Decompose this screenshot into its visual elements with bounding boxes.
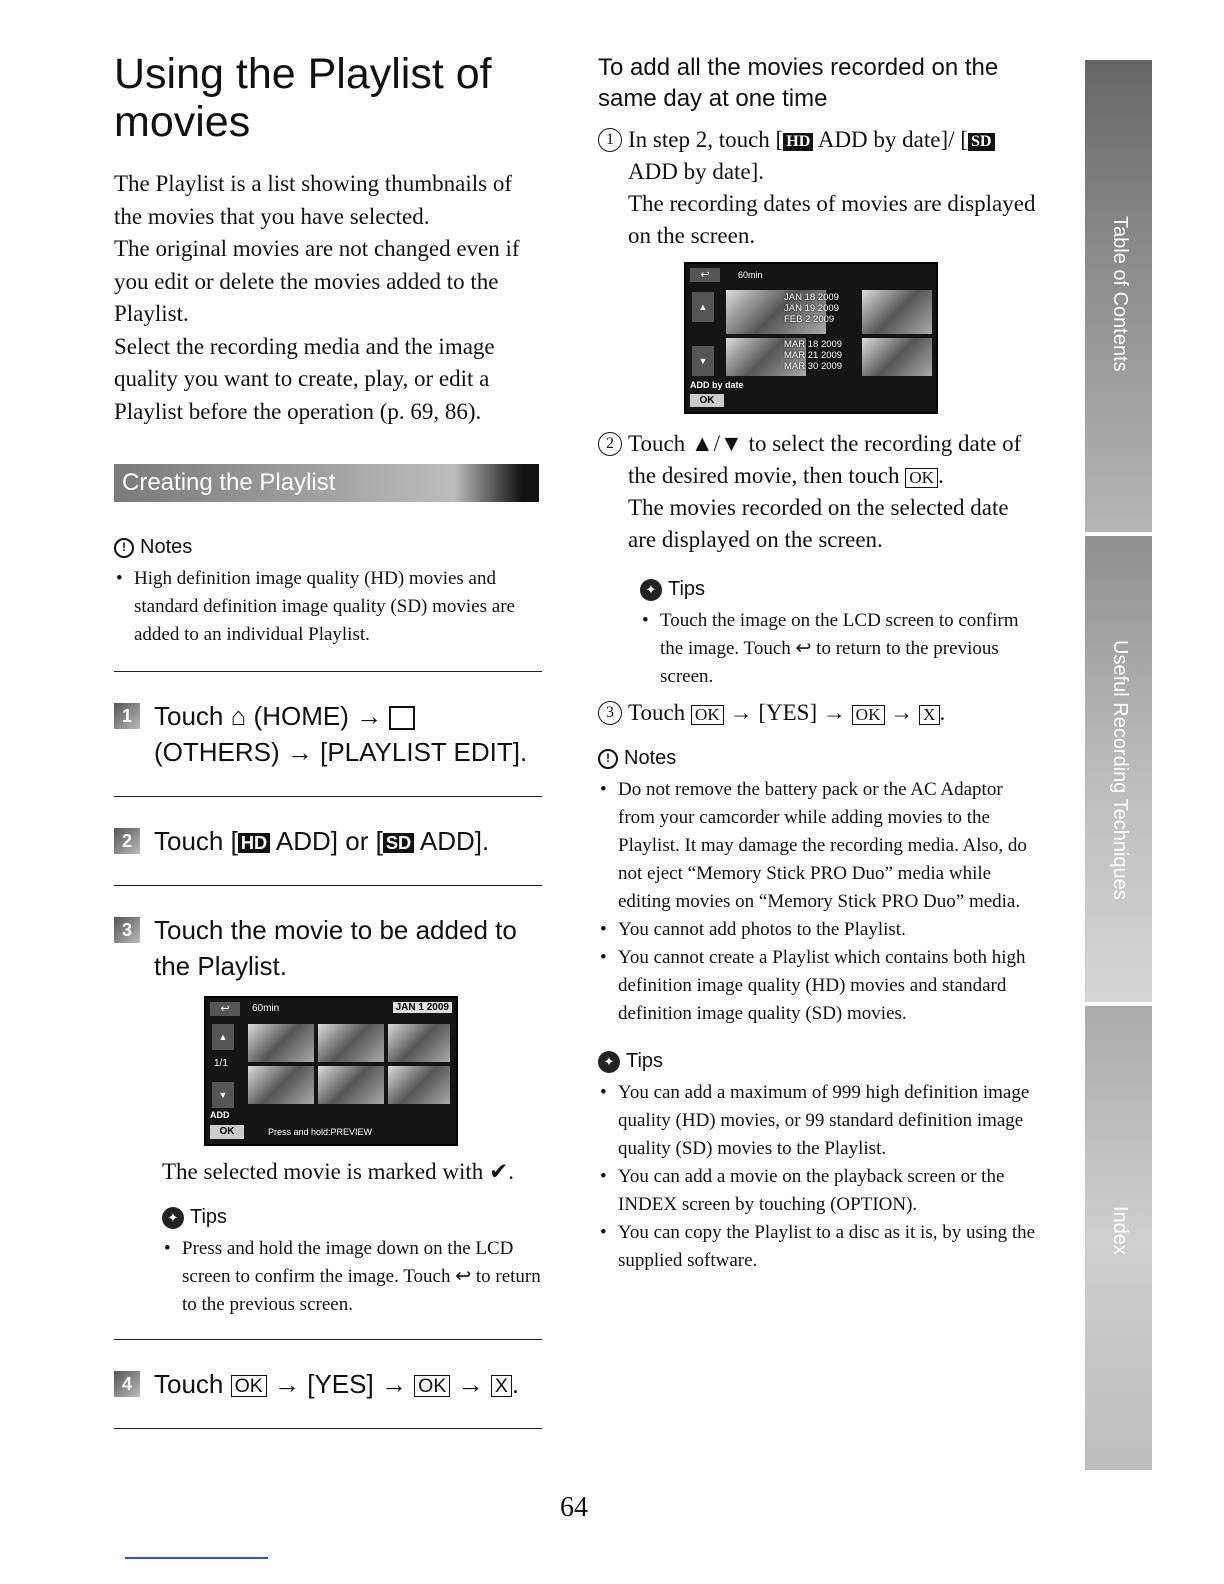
notes-icon: ! <box>598 749 618 769</box>
right-tips-list <box>598 1079 1038 1275</box>
step-text: Touch the movie to be added to the Playlist. <box>154 915 517 981</box>
tips-icon: ✦ <box>640 579 662 601</box>
tips-icon: ✦ <box>162 1207 184 1229</box>
step-2 <box>114 823 544 859</box>
divider <box>114 1339 542 1340</box>
hd-icon: HD <box>238 833 270 853</box>
sub-step-1 <box>598 124 1038 252</box>
step-text: Touch OK → [YES] → OK → X . <box>154 1369 520 1399</box>
thumbnail[interactable] <box>248 1024 314 1062</box>
page-number: 64 <box>560 1492 588 1523</box>
step-number: 4 <box>114 1371 140 1397</box>
divider <box>114 1428 542 1429</box>
scroll-down-button[interactable]: ▼ <box>692 346 714 376</box>
sub-step-number: 3 <box>598 701 622 725</box>
thumbnail[interactable] <box>318 1024 384 1062</box>
date-item[interactable]: MAR 30 2009 <box>784 361 843 372</box>
list-item: • Do not remove the battery pack or the AC Adaptor from your camcorder while adding movies to the Playlist. It may damage the recording media. Also, do not eject “Memory Stick PRO Duo” media while editing movies on “Memory Stick PRO Duo” media. <box>618 776 1038 916</box>
step-text-part: (OTHERS) → [PLAYLIST EDIT]. <box>154 737 528 767</box>
intro-paragraph: The Playlist is a list showing thumbnails of the movies that you have selected. The original movies are not changed even if you edit or delete the movies added to the Playlist. Select the recording media and the image quality you want to create, play, or edit a Playlist before the operation (p. 69, 86). <box>114 171 520 424</box>
page-title: Using the Playlist of movies <box>114 50 492 146</box>
step-number: 3 <box>114 917 140 943</box>
list-item: • Press and hold the image down on the LCD screen to confirm the image. Touch ↩ to return to the previous screen. <box>182 1235 544 1319</box>
date-list <box>784 292 842 372</box>
sub-step-3 <box>598 697 1038 729</box>
tips-icon: ✦ <box>598 1051 620 1073</box>
tips-label: Tips <box>668 578 706 600</box>
sidebar-item-table-of-contents[interactable] <box>1085 60 1152 532</box>
sd-icon: SD <box>968 133 995 151</box>
scroll-down-button[interactable]: ▼ <box>212 1082 234 1108</box>
step-text-part: Touch <box>154 701 231 731</box>
close-icon: X <box>491 1375 512 1397</box>
divider <box>114 885 542 886</box>
preview-hint: Press and hold:PREVIEW <box>268 1127 373 1137</box>
add-by-date-label: ADD by date <box>690 380 744 390</box>
date-item[interactable]: JAN 19 2009 <box>784 303 839 314</box>
sub-step-text: In step 2, touch [ HD ADD by date]/ [ SD ADD by date]. The recording dates of movies are displayed on the screen. <box>628 127 1036 248</box>
right-notes-list <box>598 776 1038 1028</box>
ok-icon: OK <box>691 705 724 725</box>
sidebar-nav <box>1085 60 1152 1470</box>
thumbnail[interactable] <box>862 338 932 376</box>
date-item[interactable]: MAR 21 2009 <box>784 350 843 361</box>
sub-step-number: 2 <box>598 432 622 456</box>
list-item: • High definition image quality (HD) movies and standard definition image quality (SD) movies are added to an individual Playlist. <box>134 565 544 649</box>
scroll-up-button[interactable]: ▲ <box>212 1024 234 1050</box>
selected-note: The selected movie is marked with ✔. <box>162 1159 515 1184</box>
sidebar-item-label: Table of Contents <box>1109 216 1131 372</box>
left-notes-list <box>114 565 544 649</box>
hd-icon: HD <box>783 133 813 151</box>
return-icon[interactable]: ↩ <box>210 1002 240 1016</box>
lcd-screen-thumbnail-list <box>204 996 458 1146</box>
list-item: • Touch the image on the LCD screen to confirm the image. Touch ↩ to return to the previous screen. <box>660 607 1038 691</box>
step-number: 1 <box>114 703 140 729</box>
step-3 <box>114 912 544 984</box>
ok-icon: OK <box>414 1375 450 1397</box>
step-text-part: (HOME) → <box>246 701 390 731</box>
thumbnail[interactable] <box>248 1066 314 1104</box>
sub-step-text: Touch OK → [YES] → OK → X . <box>628 700 946 725</box>
right-heading: To add all the movies recorded on the same day at one time <box>598 54 999 112</box>
tips-heading <box>162 1206 544 1229</box>
tips-label: Tips <box>190 1206 228 1228</box>
sidebar-item-label: Useful Recording Techniques <box>1109 640 1131 900</box>
home-icon[interactable]: ⌂ <box>230 701 247 731</box>
thumbnail[interactable] <box>862 290 932 334</box>
date-item[interactable]: JAN 18 2009 <box>784 292 839 303</box>
sidebar-item-useful-recording-techniques[interactable] <box>1085 536 1152 1002</box>
notes-label: Notes <box>624 747 677 769</box>
date-item[interactable]: MAR 18 2009 <box>784 339 843 350</box>
page-counter: 1/1 <box>214 1058 228 1069</box>
tips-label: Tips <box>626 1050 664 1072</box>
date-item[interactable]: FEB 2 2009 <box>784 314 835 325</box>
list-item: • You cannot create a Playlist which contains both high definition image quality (HD) movies and standard definition image quality (SD) movies. <box>618 944 1038 1028</box>
list-item: • You can add a movie on the playback screen or the INDEX screen by touching (OPTION). <box>618 1163 1038 1219</box>
scroll-up-button[interactable]: ▲ <box>692 292 714 322</box>
sidebar-item-index[interactable] <box>1085 1006 1152 1470</box>
step-text <box>154 698 544 770</box>
battery-indicator: 60min <box>252 1003 280 1014</box>
tips-heading <box>640 578 1038 601</box>
thumbnail[interactable] <box>388 1024 450 1062</box>
list-item: • You can copy the Playlist to a disc as it is, by using the supplied software. <box>618 1219 1038 1275</box>
ok-icon: OK <box>852 705 885 725</box>
thumbnail[interactable] <box>318 1066 384 1104</box>
ok-icon: OK <box>905 468 938 488</box>
section-header: Creating the Playlist <box>114 464 539 502</box>
step-1 <box>114 698 544 770</box>
step-4 <box>114 1366 544 1402</box>
add-label: ADD <box>210 1110 230 1120</box>
sub-step-number: 1 <box>598 128 622 152</box>
return-icon[interactable]: ↩ <box>690 268 720 282</box>
sub-step-2 <box>598 428 1038 556</box>
lcd-screen-date-list <box>684 262 938 414</box>
divider <box>114 796 542 797</box>
notes-icon: ! <box>114 538 134 558</box>
list-item: • You can add a maximum of 999 high definition image quality (HD) movies, or 99 standard definition image quality (SD) movies to the Playlist. <box>618 1079 1038 1163</box>
list-item: • You cannot add photos to the Playlist. <box>618 916 1038 944</box>
divider <box>114 671 542 672</box>
close-icon: X <box>919 705 939 725</box>
others-icon[interactable] <box>389 706 415 730</box>
step-number: 2 <box>114 828 140 854</box>
sub-step-text: Touch ▲/▼ to select the recording date of the desired movie, then touch OK . The movies recorded on the selected date are displayed on the screen. <box>628 431 1022 552</box>
battery-indicator: 60min <box>738 270 763 280</box>
notes-heading <box>598 747 1038 770</box>
sub2-tips-list <box>640 607 1038 691</box>
sidebar-item-label: Index <box>1109 1206 1131 1255</box>
thumbnail[interactable] <box>388 1066 450 1104</box>
step-text: Touch [ HD ADD] or [ SD ADD]. <box>154 826 490 856</box>
left-tips-list <box>162 1235 544 1319</box>
ok-icon: OK <box>231 1375 267 1397</box>
footer-link-underline[interactable] <box>125 1557 268 1559</box>
notes-heading <box>114 536 544 559</box>
tips-heading <box>598 1050 1038 1073</box>
date-label: JAN 1 2009 <box>393 1002 452 1013</box>
ok-button[interactable]: OK <box>690 394 724 407</box>
sd-icon: SD <box>383 833 414 853</box>
ok-button[interactable]: OK <box>210 1125 244 1139</box>
notes-label: Notes <box>140 536 193 558</box>
